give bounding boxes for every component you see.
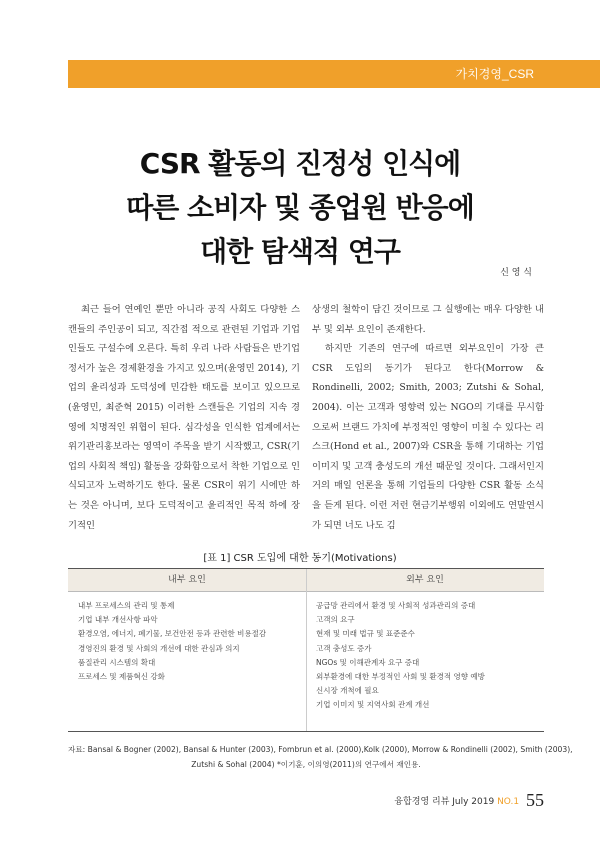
list-item: 프로세스 및 제품혁신 강화 bbox=[78, 672, 165, 682]
list-item: 고객의 요구 bbox=[316, 615, 355, 625]
motivations-table bbox=[68, 568, 544, 732]
title-line: CSR 활동의 진정성 인식에 bbox=[139, 147, 461, 180]
title-line: 대한 탐색적 연구 bbox=[200, 235, 400, 268]
section-label: 가치경영_CSR bbox=[455, 67, 534, 81]
table-source bbox=[68, 742, 573, 772]
list-item: 외부환경에 대한 부정적인 사회 및 환경적 영향 예방 bbox=[316, 672, 485, 682]
journal-name: 융합경영 리뷰 July 2019 bbox=[394, 797, 495, 807]
section-banner bbox=[68, 60, 600, 88]
list-item: 신시장 개척에 필요 bbox=[316, 686, 379, 696]
column-divider bbox=[306, 569, 307, 731]
article-title bbox=[0, 142, 600, 274]
page-number: 55 bbox=[526, 790, 544, 810]
list-item: 환경오염, 에너지, 폐기물, 보건안전 등과 관련한 비용절감 bbox=[78, 629, 267, 639]
page-footer bbox=[394, 790, 544, 811]
list-item: 기업 이미지 및 지역사회 관계 개선 bbox=[316, 700, 430, 710]
paragraph: 상생의 철학이 담긴 것이므로 그 실행에는 매우 다양한 내부 및 외부 요인이 존재한다. bbox=[312, 304, 544, 335]
body-column-right bbox=[312, 300, 544, 535]
source-line: Zutshi & Sohal (2004) *이기훈, 이의영(2011)의 연구에서 재인용. bbox=[191, 760, 421, 769]
external-factors-list bbox=[316, 599, 485, 713]
paragraph: 하지만 기존의 연구에 따르면 외부요인이 가장 큰 CSR 도입의 동기가 된다고 한다(Morrow & Rondinelli, 2002; Smith, 2003; Zutshi & Sohal, 2004). 이는 고객과 영향력 있는 NGO의 기대를 무시함으로써 브랜드 가치에 부정적인 영향이 미칠 수 있다는 리스크(Hond et al., 2007)와 CSR을 통해 기대하는 기업 이미지 및 고객 충성도의 개선 때문일 것이다. 그래서인지 거의 매일 언론을 통해 기업들의 다양한 CSR 활동 소식을 듣게 된다. 이런 저런 현금기부행위 이외에도 연말연시가 되면 너도 나도 김 bbox=[312, 343, 544, 531]
list-item: 현재 및 미래 법규 및 표준준수 bbox=[316, 629, 415, 639]
list-item: 공급망 관리에서 환경 및 사회적 성과관리의 증대 bbox=[316, 601, 476, 610]
list-item: 기업 내부 개선사항 파악 bbox=[78, 615, 158, 625]
table-caption: [표 1] CSR 도입에 대한 동기(Motivations) bbox=[203, 553, 397, 564]
issue-number: NO.1 bbox=[497, 797, 520, 807]
column-header-internal: 내부 요인 bbox=[168, 575, 206, 585]
title-line: 따른 소비자 및 종업원 반응에 bbox=[126, 191, 474, 224]
source-line: 자료: Bansal & Bogner (2002), Bansal & Hunter (2003), Fombrun et al. (2000),Kolk (2000), Morrow & Rondinelli (2002), Smith (2003), bbox=[68, 745, 573, 754]
internal-factors-list bbox=[78, 599, 266, 684]
author-name: 신 영 식 bbox=[500, 268, 532, 278]
list-item: 품질관리 시스템의 확대 bbox=[78, 657, 156, 667]
list-item: 내부 프로세스의 관리 및 통제 bbox=[78, 601, 175, 610]
list-item: 경영진의 환경 및 사회의 개선에 대한 관심과 의지 bbox=[78, 643, 240, 653]
paragraph: 최근 들어 연예인 뿐만 아니라 공직 사회도 다양한 스캔들의 주인공이 되고, 직간접 적으로 관련된 기업과 기업인들도 구설수에 오른다. 특히 우리 나라 사람들은 반기업 정서가 높은 경제환경을 가지고 있으며(윤영민 2014), 기업의 윤리성과 도덕성에 민감한 태도를 보이고 있으므로(윤영민, 최준혁 2015) 이러한 스캔들은 기업의 지속 경영에 치명적인 위협이 된다. 심각성을 인식한 업계에서는 위기관리홍보라는 영역이 주목을 받기 시작했고, CSR(기업의 사회적 책임) 활동을 강화함으로서 착한 기업으로 인식되고자 노력하기도 한다. 물론 CSR이 위기 시에만 하는 것은 아니며, 보다 도덕적이고 윤리적인 목적 하에 장기적인 bbox=[68, 304, 300, 531]
body-column-left bbox=[68, 300, 300, 535]
list-item: NGOs 및 이해관계자 요구 증대 bbox=[316, 657, 420, 667]
column-header-external: 외부 요인 bbox=[406, 575, 444, 585]
list-item: 고객 충성도 증가 bbox=[316, 643, 372, 653]
